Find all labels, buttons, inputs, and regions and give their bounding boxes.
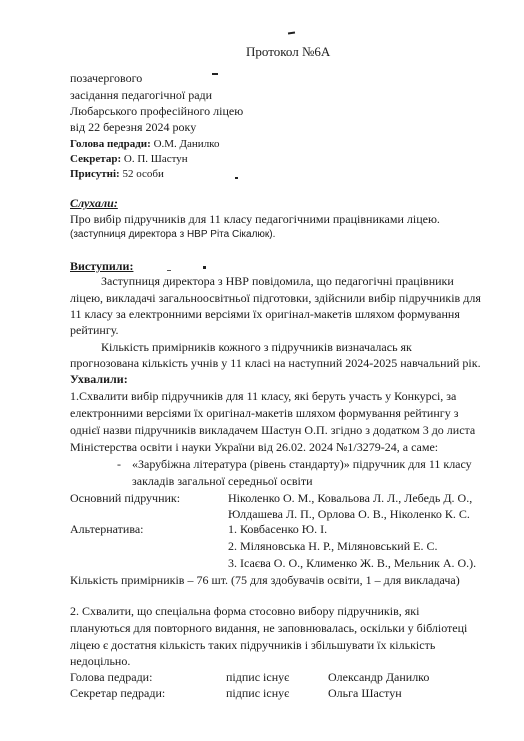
copies-count: Кількість примірників – 76 шт. (75 для здобувачів освіти, 1 – для викладача) — [70, 573, 460, 587]
role-secretary-value: О. П. Шастун — [123, 153, 188, 165]
signature-status: підпис існує — [226, 686, 290, 700]
scan-speck — [235, 177, 238, 179]
bullet-dash: - — [117, 457, 121, 471]
role-secretary — [70, 152, 188, 166]
heard-note: (заступниця директора з НВР Ріта Сікалюк). — [70, 229, 276, 240]
header-line: від 22 березня 2024 року — [70, 120, 197, 134]
spoke-line: прогнозована кількість учнів у 11 класі на наступний 2024-2025 навчальний рік. — [70, 356, 481, 370]
alternative-author: 2. Міляновська Н. Р., Міляновський Е. С. — [228, 539, 438, 553]
spoke-line: Заступниця директора з НВР повідомила, що педагогічні працівники — [101, 274, 454, 288]
alternative-label: Альтернатива: — [70, 522, 144, 536]
resolved-line: однієї назви підручників викладачем Шастун О.П. згідно з додатком 3 до листа — [70, 423, 476, 437]
spoke-line: 11 класу за електронними версіями їх оригінал-макетів шляхом формування — [70, 307, 460, 321]
protocol-title: Протокол №6А — [246, 44, 331, 59]
spoke-line: Кількість примірників кожного з підручників визначалась як — [101, 340, 412, 354]
resolved-line: 1.Схвалити вибір підручників для 11 класу, які беруть участь у Конкурсі, за — [70, 389, 457, 403]
resolved-line: електронними версіями їх оригінал-макетів шляхом формування рейтингу з — [70, 406, 459, 420]
role-present — [70, 167, 164, 181]
header-line: засідання педагогічної ради — [70, 88, 213, 102]
main-textbook-label: Основний підручник: — [70, 491, 181, 505]
signature-status: підпис існує — [226, 670, 290, 684]
scan-speck — [288, 32, 295, 35]
role-head-label: Голова педради: — [70, 138, 151, 150]
bullet-line: «Зарубіжна література (рівень стандарту)» підручник для 11 класу — [132, 457, 472, 471]
alternative-author: 3. Ісаєва О. О., Клименко Ж. В., Мельник А. О.). — [228, 556, 477, 570]
resolved2-line: недоцільно. — [70, 654, 131, 668]
alternative-author: 1. Ковбасенко Ю. І. — [228, 522, 328, 536]
header-line: Любарського професійного ліцею — [70, 104, 244, 118]
resolved-heading: Ухвалили: — [70, 372, 128, 386]
spoke-line: рейтингу. — [70, 323, 119, 337]
role-head — [70, 137, 219, 151]
resolved2-line: 2. Схвалити, що спеціальна форма стосовно вибору підручників, які — [70, 604, 420, 618]
spoke-line: ліцею, викладачі загальноосвітньої підготовки, здійснили вибір підручників для — [70, 291, 481, 305]
role-present-label: Присутні: — [70, 168, 120, 180]
resolved-line: Міністерства освіти і науки України від 26.02. 2024 №1/3279-24, а саме: — [70, 440, 439, 454]
main-textbook-authors: Ніколенко О. М., Ковальова Л. Л., Лебедь Д. О., — [228, 491, 473, 505]
signature-name: Ольга Шастун — [328, 686, 402, 700]
role-secretary-label: Секретар: — [70, 153, 122, 165]
heard-heading: Слухали: — [70, 196, 118, 210]
signature-role: Голова педради: — [70, 670, 153, 684]
scan-speck — [203, 266, 206, 269]
resolved2-line: ліцею є достатня кількість таких підручників і збільшувати їх кількість — [70, 638, 436, 652]
scan-speck — [167, 270, 171, 271]
signature-role: Секретар педради: — [70, 686, 166, 700]
spoke-heading: Виступили: — [70, 259, 134, 273]
header-line: позачергового — [70, 71, 143, 85]
heard-text: Про вибір підручників для 11 класу педагогічними працівниками ліцею. — [70, 212, 440, 226]
resolved2-line: плануються для повторного видання, не заповнювалась, оскільки у бібліотеці — [70, 621, 468, 635]
scan-speck — [212, 73, 218, 75]
bullet-line: закладів загальної середньої освіти — [132, 474, 313, 488]
role-present-value: 52 особи — [122, 168, 164, 180]
role-head-value: О.М. Данилко — [153, 138, 220, 150]
signature-name: Олександр Данилко — [328, 670, 430, 684]
main-textbook-authors: Юлдашева Л. П., Орлова О. В., Ніколенко К. С. — [228, 507, 470, 521]
